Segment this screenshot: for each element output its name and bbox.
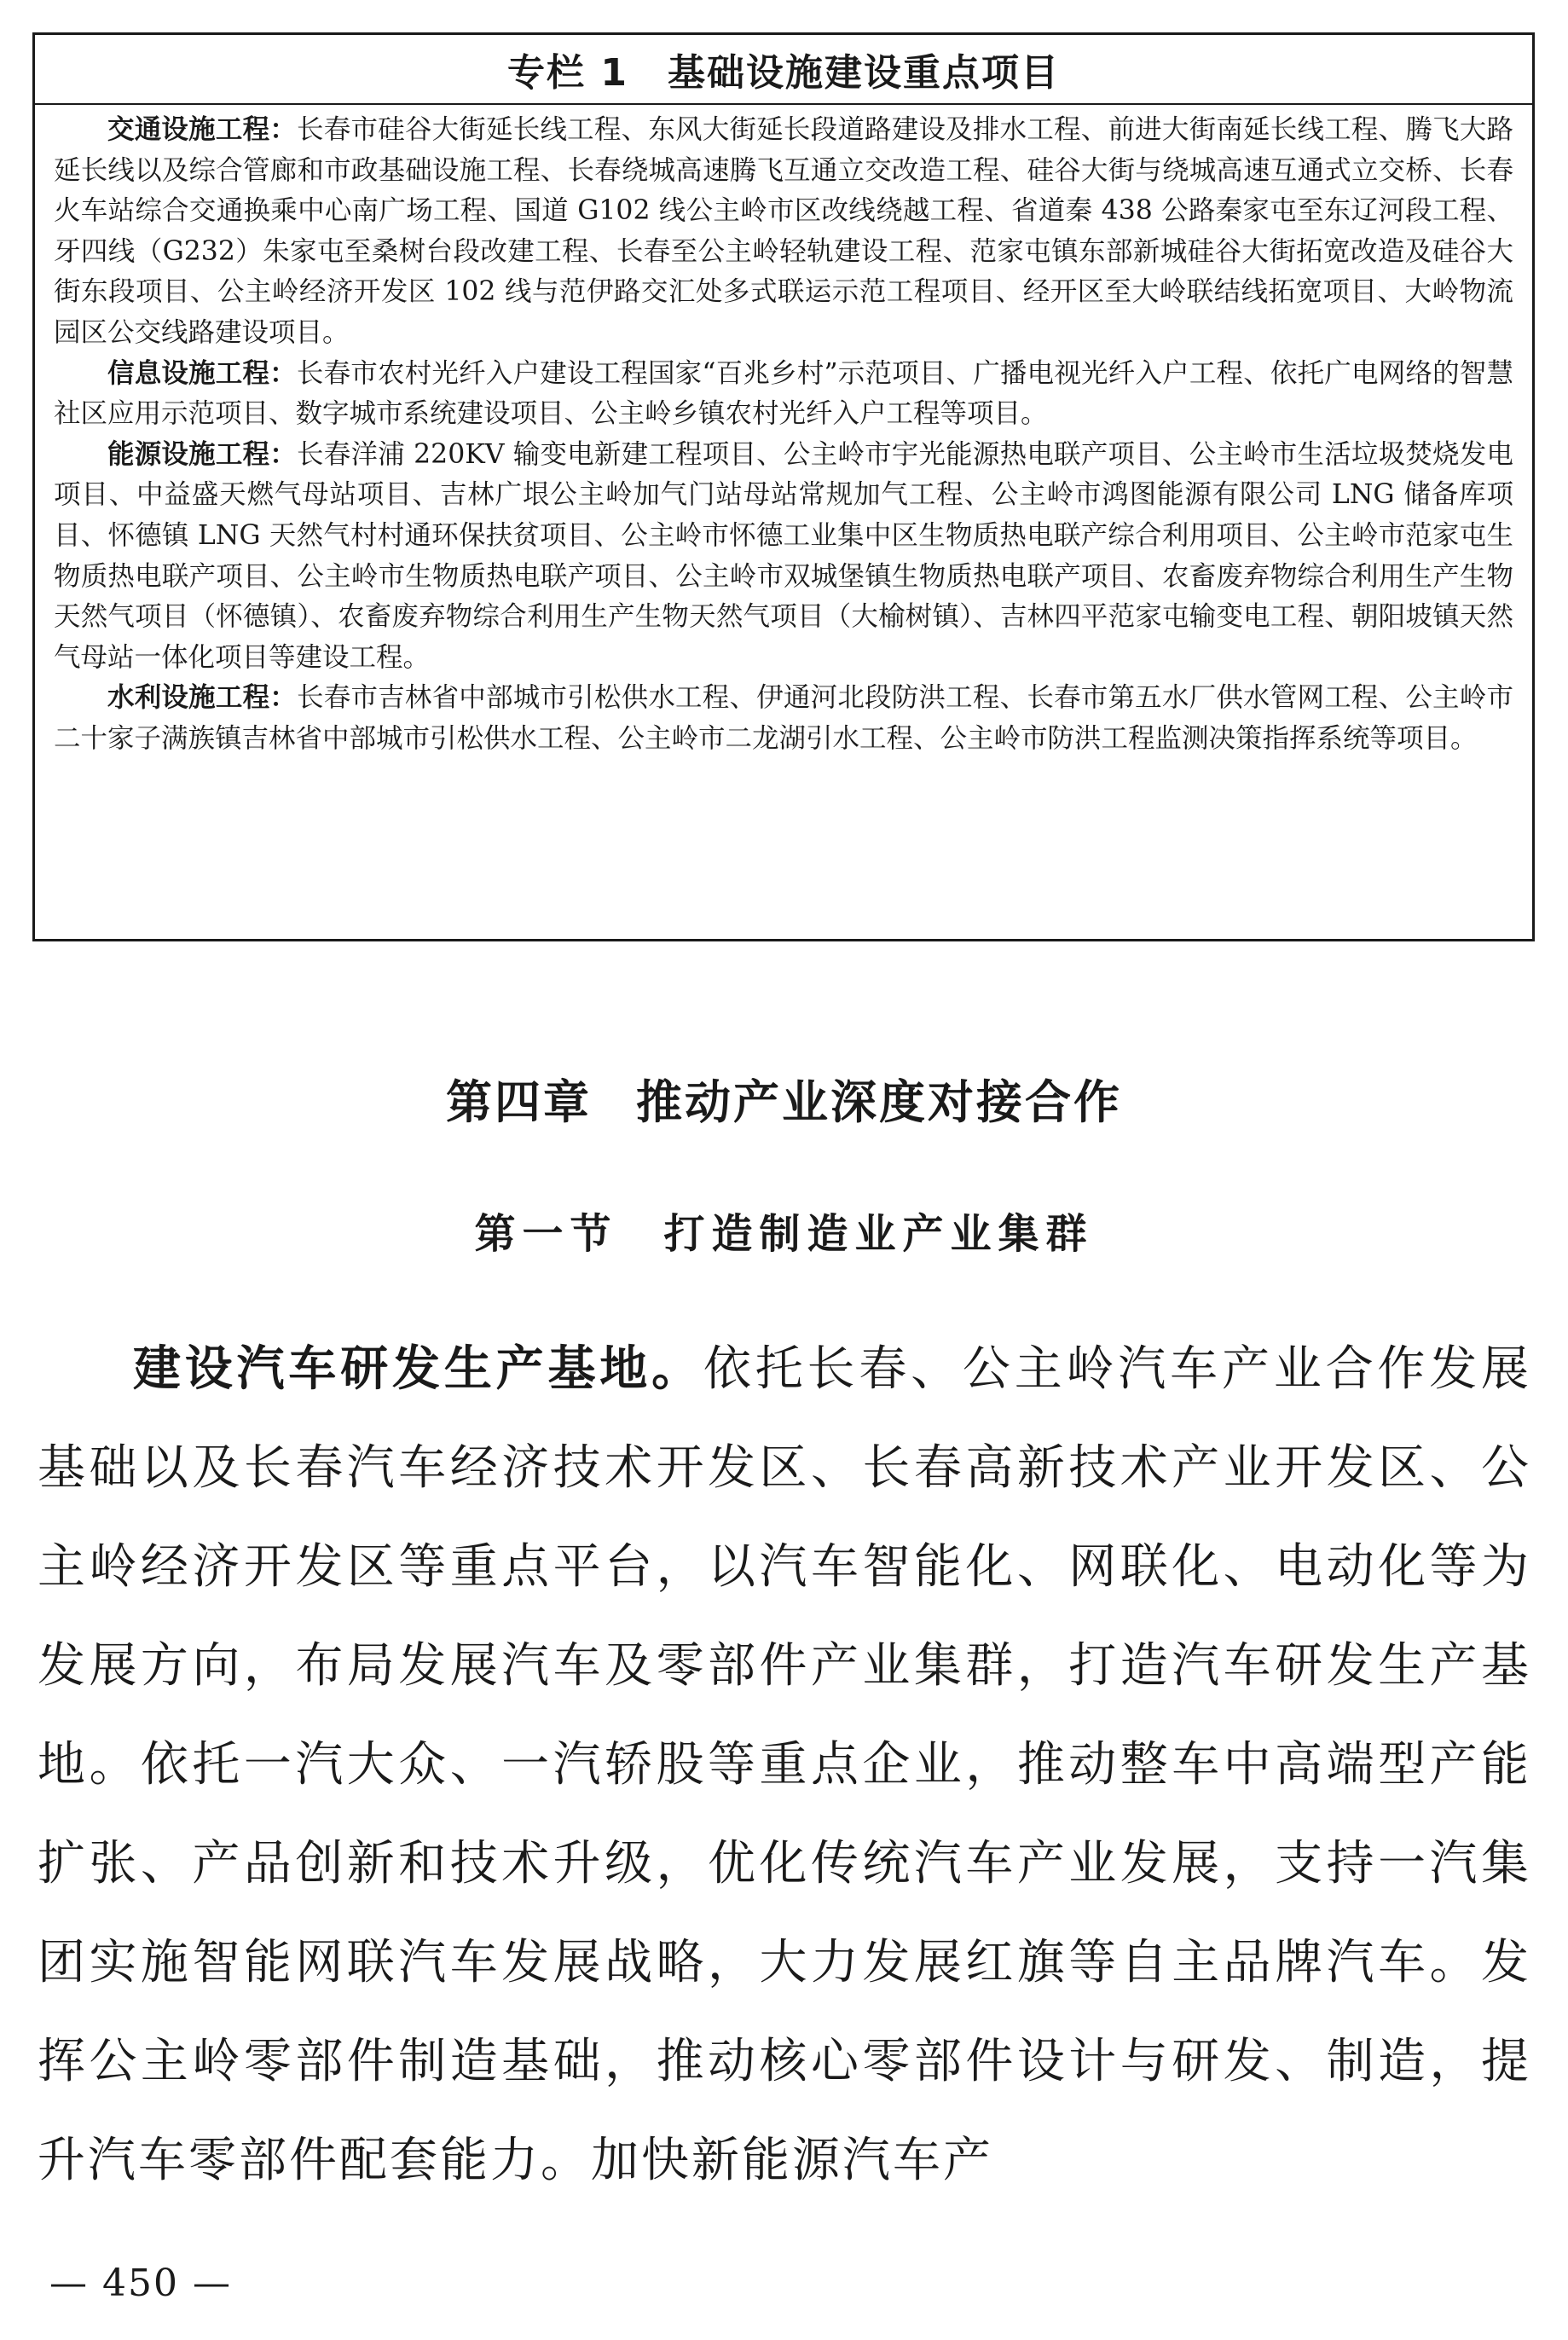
box-body — [35, 105, 1532, 760]
body-paragraph — [38, 1320, 1531, 2210]
paragraph-lead: 建设汽车研发生产基地。 — [133, 1341, 703, 1397]
chapter-heading — [0, 1066, 1568, 1132]
box-item-water — [54, 678, 1513, 759]
box-label: 专栏 1 — [507, 51, 628, 95]
box-item-term: 能源设施工程： — [107, 438, 298, 470]
paragraph-text: 依托长春、公主岭汽车产业合作发展基础以及长春汽车经济技术开发区、长春高新技术产业开发区、公主岭经济开发区等重点平台，以汽车智能化、网联化、电动化等为发展方向，布局发展汽车及零部件产业集群，打造汽车研发生产基地。依托一汽大众、一汽轿股等重点企业，推动整车中高端型产能扩张、产品创新和技术升级，优化传统汽车产业发展，支持一汽集团实施智能网联汽车发展战略，大力发展红旗等自主品牌汽车。发挥公主岭零部件制造基础，推动核心零部件设计与研发、制造，提升汽车零部件配套能力。加快新能源汽车产 — [38, 1341, 1532, 2188]
page-number: — 450 — — [49, 2262, 232, 2305]
box-title: 基础设施建设重点项目 — [667, 51, 1060, 95]
box-item-energy — [54, 435, 1513, 679]
body-text — [38, 1320, 1531, 2210]
section-heading — [0, 1201, 1568, 1260]
box-item-term: 水利设施工程： — [107, 682, 298, 714]
chapter-title: 推动产业深度对接合作 — [636, 1075, 1122, 1129]
box-item-text: 长春市硅谷大街延长线工程、东风大街延长段道路建设及排水工程、前进大街南延长线工程、腾飞大路延长线以及综合管廊和市政基础设施工程、长春绕城高速腾飞互通立交改造工程、硅谷大街与绕城高速互通式立交桥、长春火车站综合交通换乘中心南广场工程、国道 G102 线公主岭市区改线绕越工程、省道秦 438 公路秦家屯至东辽河段工程、牙四线（G232）朱家屯至桑树台段改建工程、长春至公主岭轻轨建设工程、范家屯镇东部新城硅谷大街拓宽改造及硅谷大街东段项目、公主岭经济开发区 102 线与范伊路交汇处多式联运示范工程项目、经开区至大岭联结线拓宽项目、大岭物流园区公交线路建设项目。 — [54, 114, 1513, 348]
box-item-term: 交通设施工程： — [107, 114, 298, 145]
box-item-term: 信息设施工程： — [107, 357, 297, 389]
box-item-transport — [54, 110, 1513, 354]
box-item-text: 长春市农村光纤入户建设工程国家“百兆乡村”示范项目、广播电视光纤入户工程、依托广电网络的智慧社区应用示范项目、数字城市系统建设项目、公主岭乡镇农村光纤入户工程等项目。 — [54, 357, 1513, 430]
box-header — [35, 35, 1532, 105]
box-item-text: 长春市吉林省中部城市引松供水工程、伊通河北段防洪工程、长春市第五水厂供水管网工程、公主岭市二十家子满族镇吉林省中部城市引松供水工程、公主岭市二龙湖引水工程、公主岭市防洪工程监测决策指挥系统等项目。 — [54, 682, 1513, 754]
feature-box — [32, 32, 1535, 941]
chapter-number: 第四章 — [446, 1075, 592, 1129]
section-number: 第一节 — [474, 1210, 618, 1258]
section-title: 打造制造业产业集群 — [663, 1210, 1094, 1258]
box-item-text: 长春洋浦 220KV 输变电新建工程项目、公主岭市宇光能源热电联产项目、公主岭市生活垃圾焚烧发电项目、中益盛天燃气母站项目、吉林广垠公主岭加气门站母站常规加气工程、公主岭市鸿图能源有限公司 LNG 储备库项目、怀德镇 LNG 天然气村村通环保扶贫项目、公主岭市怀德工业集中区生物质热电联产综合利用项目、公主岭市范家屯生物质热电联产项目、公主岭市生物质热电联产项目、公主岭市双城堡镇生物质热电联产项目、农畜废弃物综合利用生产生物天然气项目（怀德镇）、农畜废弃物综合利用生产生物天然气项目（大榆树镇）、吉林四平范家屯输变电工程、朝阳坡镇天然气母站一体化项目等建设工程。 — [54, 438, 1513, 673]
box-item-information — [54, 354, 1513, 435]
